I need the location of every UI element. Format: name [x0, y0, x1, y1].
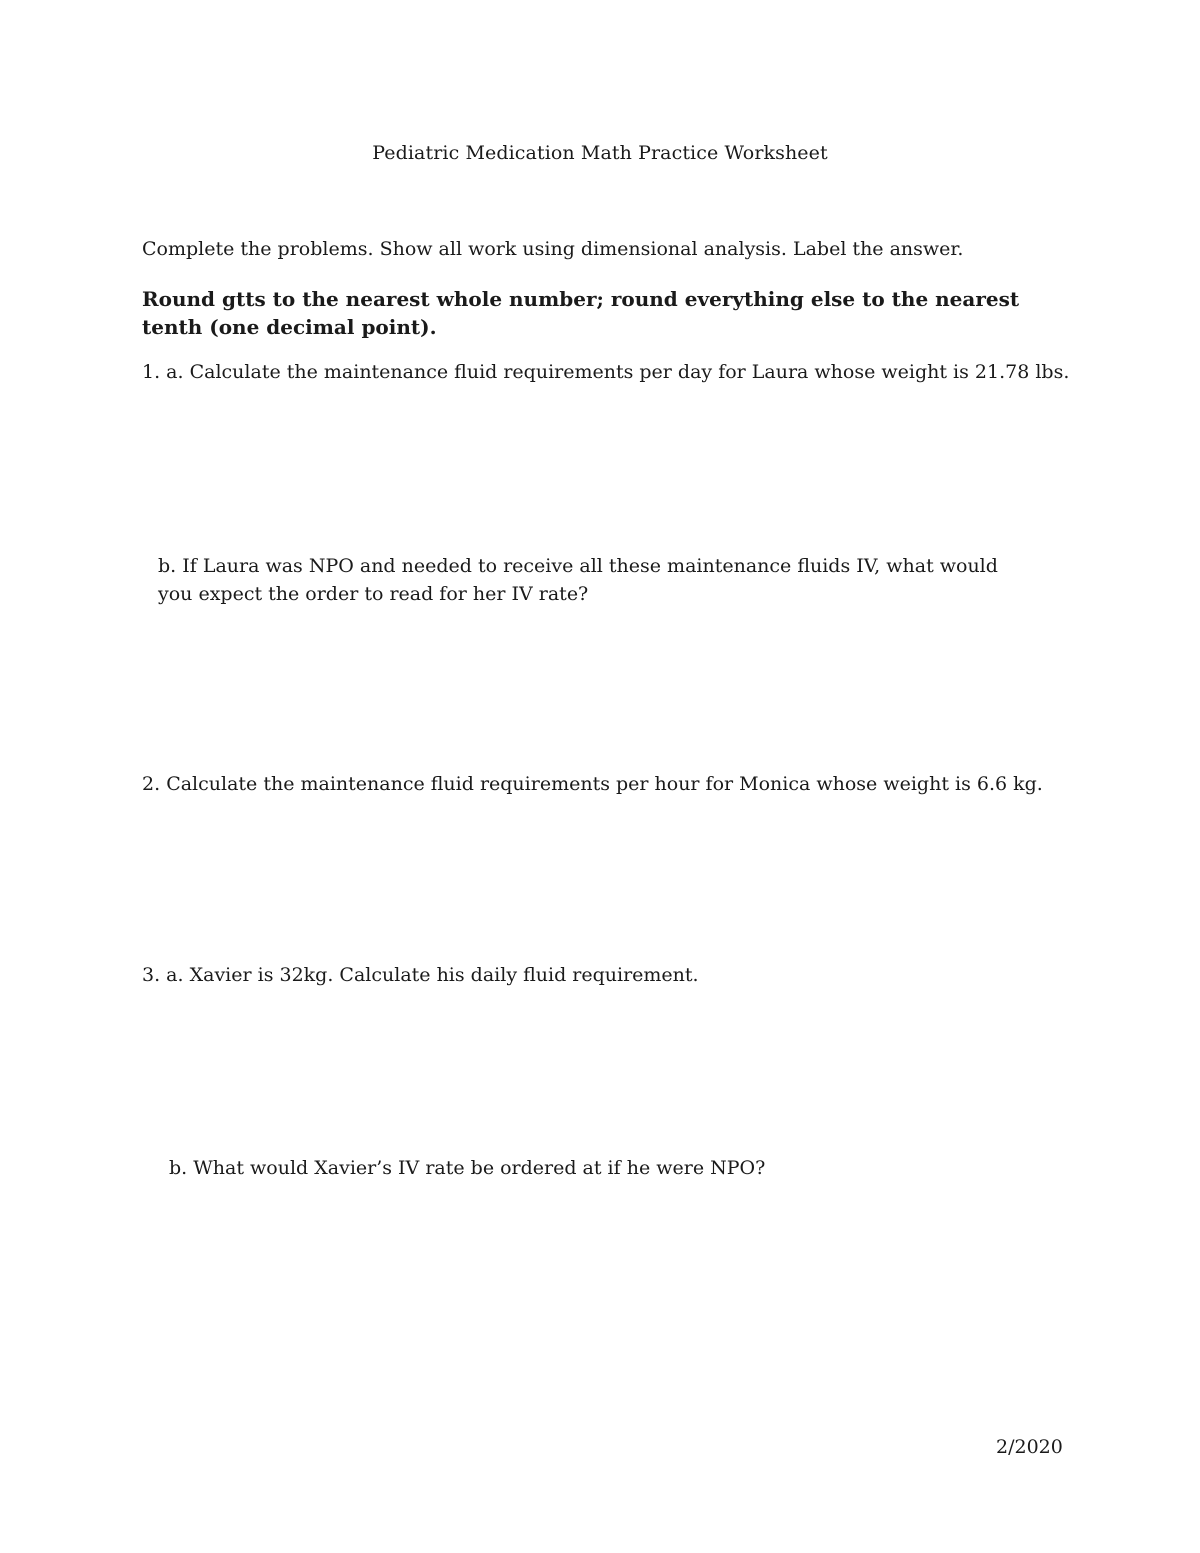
worksheet-title: Pediatric Medication Math Practice Worksheet: [372, 142, 828, 164]
question-1a-text: Calculate the maintenance fluid requirements per day for Laura whose weight is 21.78 lbs.: [189, 361, 1070, 383]
question-3a-label: 3. a.: [142, 964, 184, 986]
question-1b: [158, 552, 1038, 608]
question-1a: [142, 361, 1069, 383]
question-2-label: 2.: [142, 773, 161, 795]
question-3b: [169, 1157, 765, 1179]
instructions-text: Complete the problems. Show all work using dimensional analysis. Label the answer.: [142, 238, 964, 260]
question-1b-label: b.: [158, 555, 177, 577]
question-3a: [142, 964, 699, 986]
footer-date: 2/2020: [996, 1436, 1063, 1458]
question-2-text: Calculate the maintenance fluid requirements per hour for Monica whose weight is 6.6 kg.: [166, 773, 1043, 795]
question-1b-text: If Laura was NPO and needed to receive all these maintenance fluids IV, what would you expect the order to read for her IV rate?: [158, 555, 998, 605]
rounding-rule: Round gtts to the nearest whole number; round everything else to the nearest tenth (one decimal point).: [142, 287, 1020, 339]
question-1a-label: 1. a.: [142, 361, 184, 383]
question-3b-text: What would Xavier’s IV rate be ordered at if he were NPO?: [193, 1157, 766, 1179]
question-2: [142, 773, 1043, 795]
question-3b-label: b.: [169, 1157, 188, 1179]
question-3a-text: Xavier is 32kg. Calculate his daily fluid requirement.: [189, 964, 699, 986]
